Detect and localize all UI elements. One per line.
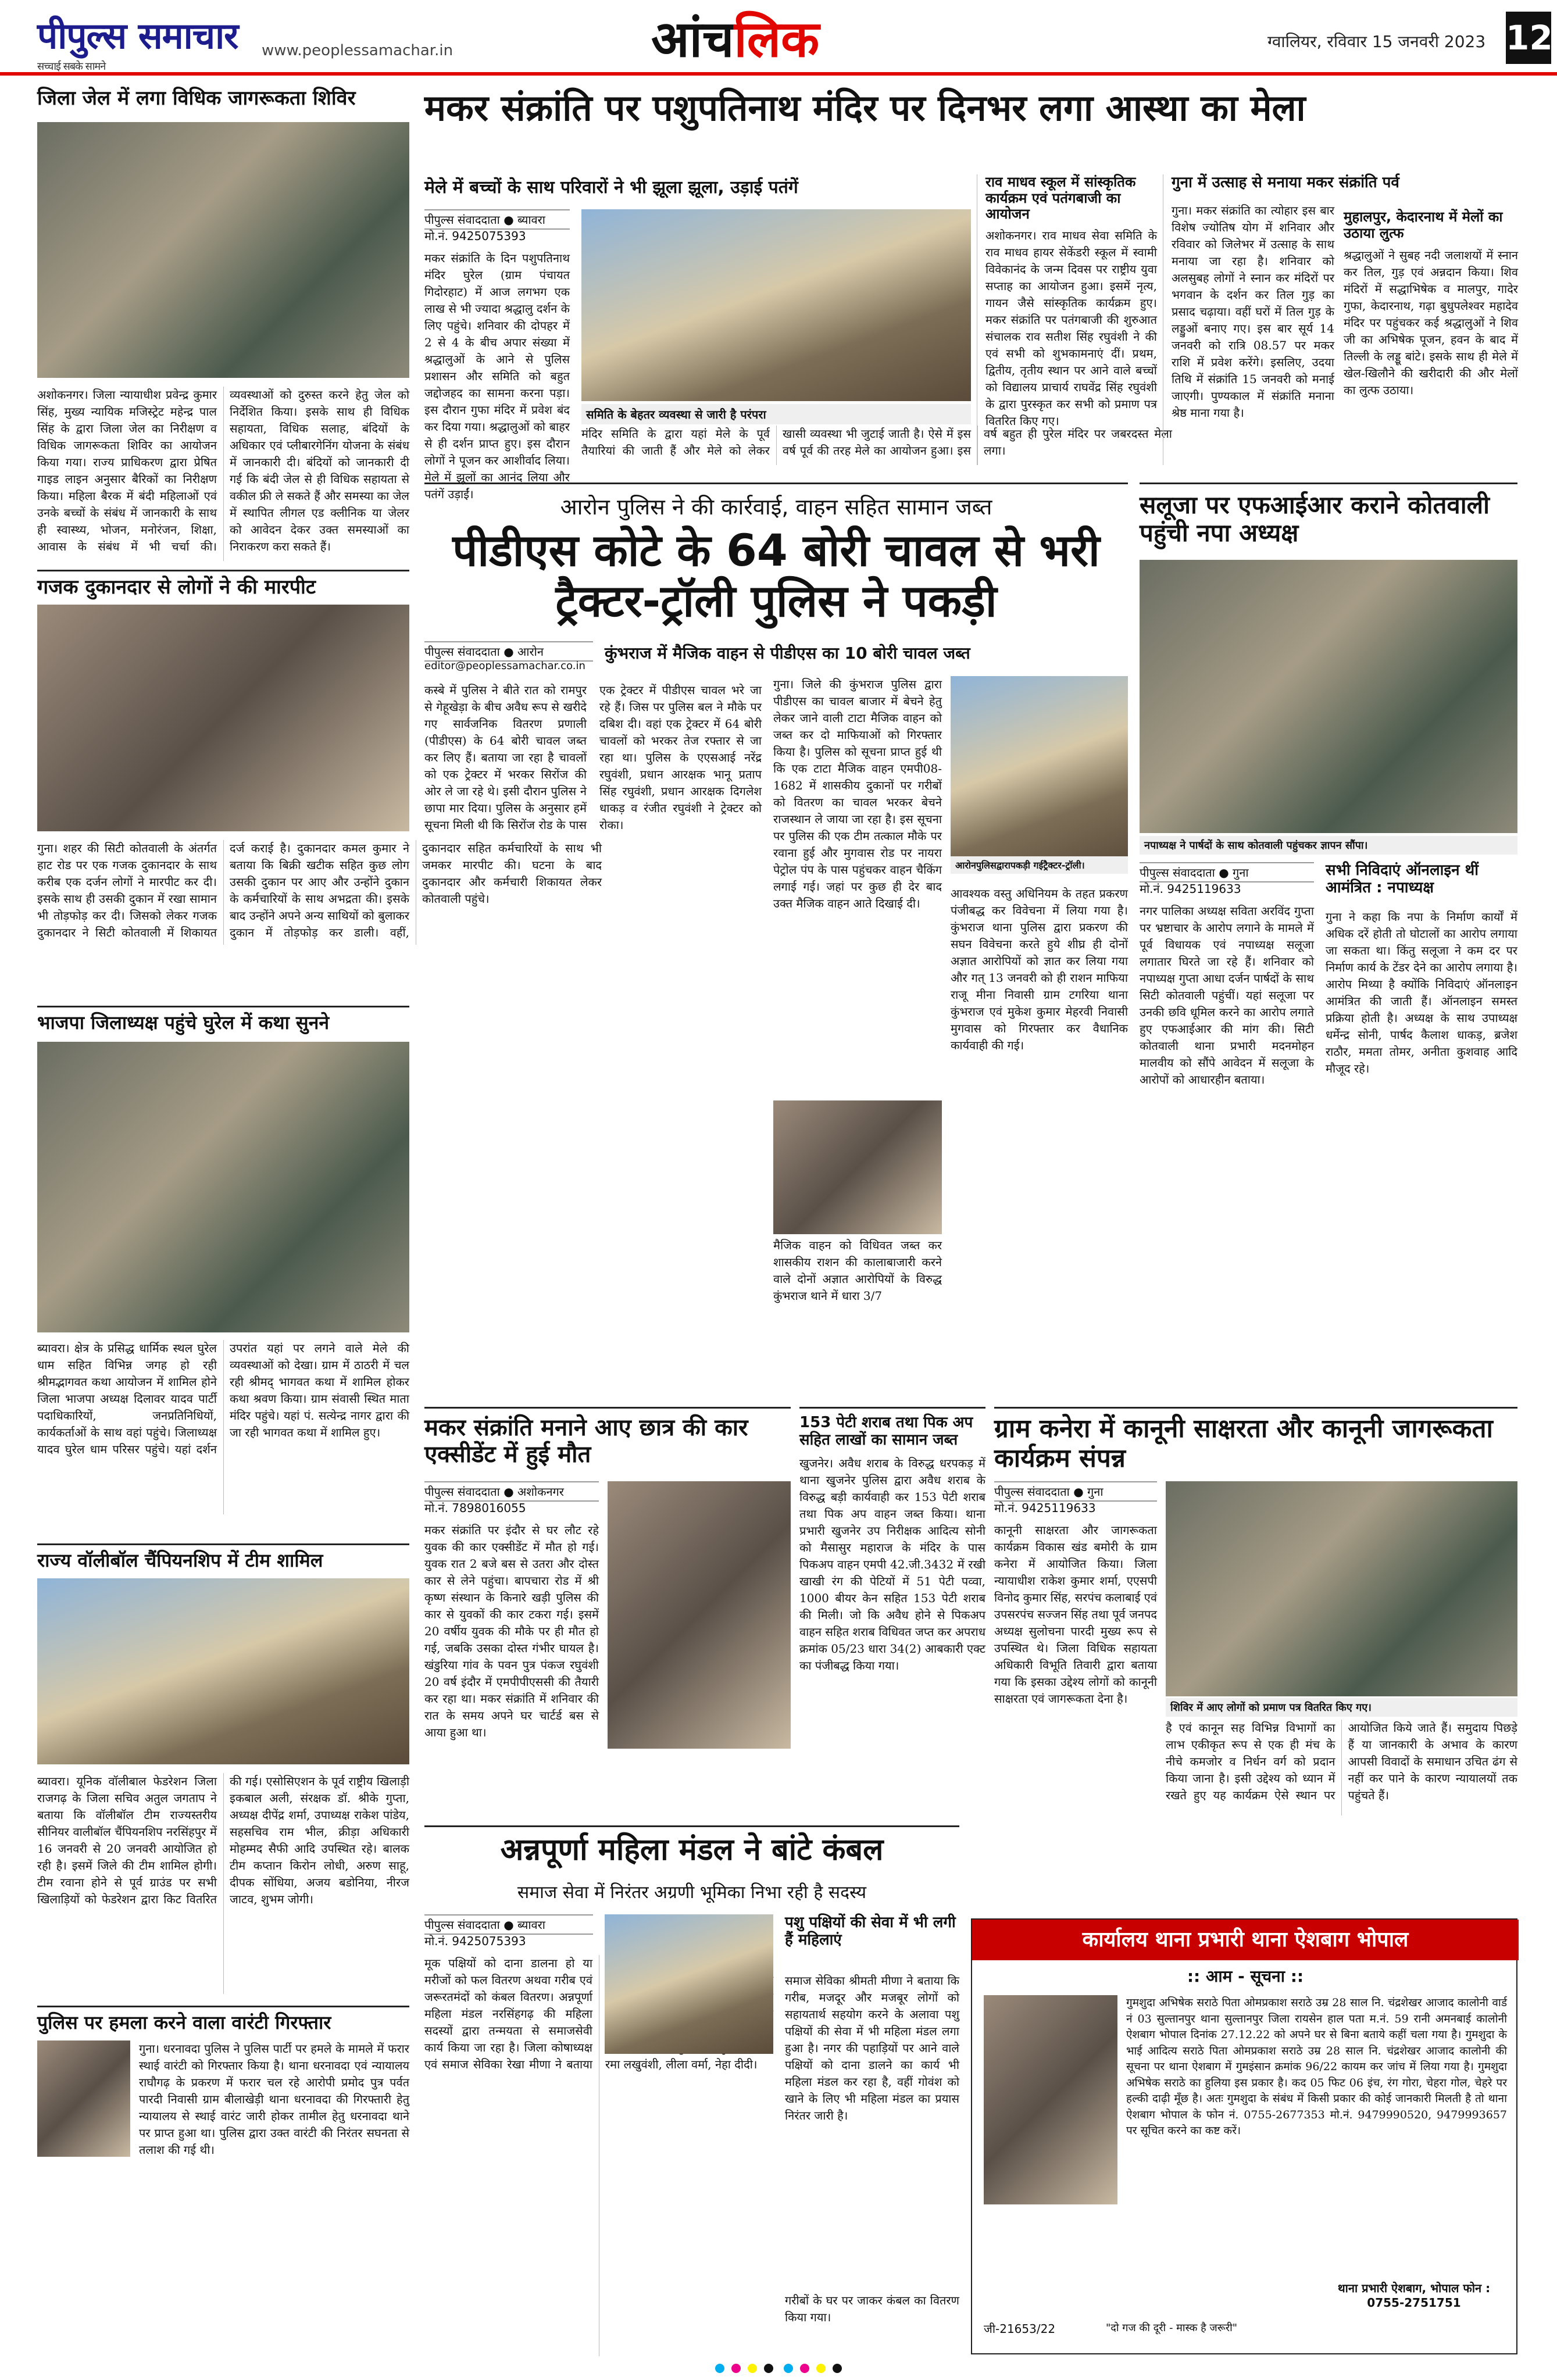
notice-code: जी-21653/22 xyxy=(984,2322,1056,2336)
saluja-byline: पीपुल्स संवाददाता ● गुना xyxy=(1140,862,1314,882)
pds-byline: पीपुल्स संवाददाता ● आरोन xyxy=(424,641,593,662)
a4-body: ब्यावरा। यूनिक वॉलीबाल फेडरेशन जिला राजगढ़ के जिला सचिव अतुल जगताप ने बताया कि वॉलीबॉल टीम राज्यस्तरीय सीनियर वालीबॉल चैंपियनशिप नरसिंहपुर में 16 जनवरी से 20 जनवरी आयोजित हो रही है। इसमें जिले की टीम शामिल होगी। टीम रवाना होने से पूर्व ग्राउंड पर सभी खिलाड़ियों को फेडरेशन द्वारा किट वितरित की गई। एसोसिएशन के पूर्व राष्ट्रीय खिलाड़ी इकबाल अली, संरक्षक डॉ. श्रीके गुप्ता, अध्यक्ष दीपेंद्र शर्मा, उपाध्यक्ष राकेश पांडेय, सहसचिव राम भील, क्रीड़ा अधिकारी मोहम्मद सैफी आदि उपस्थित रहे। बालक टीम कप्तान किरोन लोधी, अरुण साहू, दीपक सोंधिया, अजय बडोनिया, नीरज जाटव, शुभम जोगी। xyxy=(37,1774,409,1906)
volleyball-team-photo xyxy=(37,1578,409,1764)
kanera-mobile: मो.नं. 9425119633 xyxy=(994,1501,1096,1515)
a4-headline: राज्य वॉलीबॉल चैंपियनशिप में टीम शामिल xyxy=(37,1543,409,1571)
legal-camp-photo xyxy=(1166,1481,1517,1696)
annapurna-bottom: गरीबों के घर पर जाकर कंबल का वितरण किया गया। xyxy=(785,2293,959,2324)
saluja-box-body: गुना ने कहा कि नपा के निर्माण कार्यों में अधिक दरें होती तो घोटालों का आरोप लगाया जा सकता था। किंतु सलूजा ने कम दर पर निर्माण कार्य के टेंडर देने का आरोप लगाया है। आरोप मिथ्या है क्योंकि निविदाएं ऑनलाइन आमंत्रित की जाती हैं। ऑनलाइन समस्त प्रक्रिया होती है। अध्यक्ष के साथ उपाध्यक्ष धर्मेन्द्र सोनी, पार्षद कैलाश धाकड़, ब्रजेश राठौर, ममता तोमर, अनीता कुशवाह आदि मौजूद रहे। xyxy=(1326,910,1517,1075)
rao-body: अशोकनगर। राव माधव सेवा समिति के राव माधव हायर सेकेंडरी स्कूल में स्वामी विवेकानंद के जन्म दिवस पर राष्ट्रीय युवा सप्ताह का आयोजन हुआ। इसमें नृत्य, गायन जैसे सांस्कृतिक कार्यक्रम हुए। मकर संक्रांति पर पतंगबाजी की शुरुआत संचालक राव सतीश सिंह रघुवंशी ने की एवं सभी को शुभकामनाएं दीं। प्रथम, द्वितीय, तृतीय स्थान पर आने वाले बच्चों को विद्यालय प्राचार्य राघवेंद्र सिंह रघुवंशी के द्वारा पुरस्कृत कर सभी को प्रमाण पत्र वितरित किए गए। xyxy=(985,228,1157,428)
a5-body: गुना। धरनावदा पुलिस ने पुलिस पार्टी पर हमले के मामले में फरार स्थाई वारंटी को गिरफ्तार किया है। थाना धरनावदा एवं न्यायालय राघौगढ़ के प्रकरण में फरार चल रहे आरोपी प्रमोद पुत्र पर्वत पारदी निवासी ग्राम बीलाखेड़ी थाना धरनावदा की गिरफ्तारी हेतु न्यायालय से स्थाई वारंट जारी होकर तामील हेतु धरनावदा थाने पर प्राप्त हुआ था। पुलिस द्वारा उक्त वारंटी की निरंतर सघनता से तलाश की गई थी। xyxy=(139,2042,409,2157)
kanera-body: कानूनी साक्षरता और जागरूकता कार्यक्रम विकास खंड बमोरी के ग्राम कनेरा में आयोजित किया। जिला न्यायाधीश राकेश कुमार शर्मा, एएसपी विनोद कुमार सिंह, सरपंच कलाबाई एवं उपसरपंच सज्जन सिंह तथा पूर्व जनपद अध्यक्ष सुलोचना पारदी मुख्य रूप से उपस्थित थे। जिला विधिक सहायता अधिकारी विभूति तिवारी द्वारा बताया गया कि इसका उद्देश्य लोगों को कानूनी साक्षरता एवं जागरूकता देना है। xyxy=(994,1523,1157,1706)
pds-body: कस्बे में पुलिस ने बीते रात को रामपुर से गेहूखेड़ा के बीच अवैध रूप से खरीदे गए सार्वजनिक वितरण प्रणाली (पीडीएस) के 64 बोरी चावल जब्त कर लिए हैं। बताया जा रहा है चावलों को एक ट्रेक्टर में भरकर सिरोंज की ओर ले जा रहे थे। इसी दौरान पुलिस ने छापा मार दिया। पुलिस के अनुसार हमें सूचना मिली थी कि सिरोंज रोड के पास एक ट्रेक्टर में पीडीएस चावल भरे जा रहे हैं। जिस पर पुलिस बल ने मौके पर दबिश दी। वहां एक ट्रेक्टर में 64 बोरी चावलों को भरकर तेज रफ्तार से जा रहा था। पुलिस के एएसआई नरेंद्र रघुवंशी, प्रधान आरक्षक भानू प्रताप सिंह रघुवंशी, प्रधान आरक्षक दिगलेश धाकड़ व रंजीत रघुवंशी ने ट्रेक्टर को रोका। xyxy=(424,683,762,832)
guna-side-body: श्रद्धालुओं ने सुबह नदी जलाशयों में स्नान कर तिल, गुड़ एवं अन्नदान किया। शिव मंदिरों में सद्धाभिषेक व मालपुर, गादेर गुफा, केदारनाथ, गढ़ा बुधुपलेश्वर महादेव मंदिर पर पहुंचकर कई श्रद्धालुओं ने शिव जी का अभिषेक पूजन, हवन के बाद में तिल्ली के लड्डू बांटे। इसके साथ ही मेले में खेल-खिलौने की खरीदारी की और मेलों का लुत्फ उठाया। xyxy=(1344,248,1518,397)
gajak-shop-photo xyxy=(37,605,409,831)
accident-byline: पीपुल्स संवाददाता ● अशोकनगर xyxy=(424,1481,599,1502)
saluja-body: नगर पालिका अध्यक्ष सविता अरविंद गुप्ता पर भ्रष्टाचार के आरोप लगाने के मामले में पूर्व विधायक एवं नपाध्यक्ष सलूजा लगातार घिरते जा रहे हैं। शनिवार को नपाध्यक्ष गुप्ता आधा दर्जन पार्षदों के साथ सिटी कोतवाली पहुंचीं। यहां सलूजा पर उनकी छवि धूमिल करने का आरोप लगाते हुए एफआईआर की मांग की। सिटी कोतवाली थाना प्रभारी मदनमोहन मालवीय को सौंपे आवेदन में सलूजा के आरोपों को आधारहीन बताया। xyxy=(1140,904,1314,1087)
a2-body: गुना। शहर की सिटी कोतवाली के अंतर्गत हाट रोड पर एक गजक दुकानदार के साथ करीब एक दर्जन लोगों ने मारपीट कर दी। इसके साथ ही उसकी दुकान में रखा सामान भी तोड़फोड़ कर दी। जिसको लेकर गजक दुकानदार ने सिटी कोतवाली में शिकायत दर्ज कराई है। दुकानदार कमल कुमार ने बताया कि बिक्री खटीक सहित कुछ लोग उसकी दुकान पर आए और उन्होंने दुकान के कर्मचारियों के साथ अभद्रता की। इसके बाद उन्होंने अपने अन्य साथियों को बुलाकर दुकान में तोड़फोड़ कर डाली। वहीं, दुकानदार सहित कर्मचारियों के साथ भी जमकर मारपीट की। घटना के बाद दुकानदार और कर्मचारी शिकायत लेकर कोतवाली पहुंचे। xyxy=(37,841,602,939)
pds-headline: पीडीएस कोटे के 64 बोरी चावल से भरी ट्रैक्टर-ट्रॉली पुलिस ने पकड़ी xyxy=(452,524,1100,627)
magic-vehicle-photo xyxy=(773,1100,942,1234)
newspaper-logo: पीपुल्स समाचार सच्चाई सबके सामने xyxy=(37,15,238,73)
print-registration-marks xyxy=(0,2361,1557,2375)
tractor-photo xyxy=(951,676,1128,868)
kanera-caption: शिविर में आए लोगों को प्रमाण पत्र वितरित किए गए। xyxy=(1166,1698,1517,1717)
kanera-story xyxy=(994,1407,1517,1814)
pds-side-body: आवश्यक वस्तु अधिनियम के तहत प्रकरण पंजीबद्ध कर विवेचना में लिया गया है। कुंभराज थाना पुलिस द्वारा प्रकरण की सघन विवेचना करते हुये शीघ्र ही दोनों अज्ञात आरोपियों को ज्ञात कर लिया गया और गत् 13 जनवरी को ही राशन माफिया राजू मीना निवासी ग्राम टगरिया थाना कुंभराज एवं मुकेश कुमार मेहरवी निवासी मुगवास को गिरफ्तार कर वैधानिक कार्यवाही की गई। xyxy=(951,887,1128,1052)
kanera-byline: पीपुल्स संवाददाता ● गुना xyxy=(994,1481,1157,1502)
liquor-headline: 153 पेटी शराब तथा पिक अप सहित लाखों का सामान जब्त xyxy=(799,1414,973,1449)
accused-photo xyxy=(37,2040,130,2157)
a3-body: ब्यावरा। क्षेत्र के प्रसिद्ध धार्मिक स्थल घुरेल धाम सहित विभिन्न जगह हो रही श्रीमद्भागवत कथा आयोजन में शामिल होने जिला भाजपा अध्यक्ष दिलावर यादव पार्टी पदाधिकारियों, जनप्रतिनिधियों, कार्यकर्ताओं के साथ वहां पहुंचे। जिलाध्यक्ष यादव घुरेल धाम परिसर पहुंचे। यहां दर्शन उपरांत यहां पर लगने वाले मेले की व्यवस्थाओं को देखा। ग्राम में ठाठरी में चल रही श्रीमद् भागवत कथा में शामिल होकर कथा श्रवण किया। ग्राम संवासी स्थित माता मंदिर पहुंचे। यहां पं. सत्येन्द्र नागर द्वारा की जा रही भागवत कथा में शामिल हुए। xyxy=(37,1341,409,1456)
guna-body: गुना। मकर संक्रांति का त्योहार इस बार विशेष ज्योतिष योग में शनिवार और रविवार को जिलेभर में उत्साह के साथ मनाया जा रहा है। शनिवार को अलसुबह लोगों ने स्नान कर मंदिरों पर भगवान के दर्शन कर तिल गुड़ का प्रसाद चढ़ाया। वहीं घरों में तिल गुड़ के लड्डुओं बनाए गए। इस बार सूर्य 14 जनवरी को रात्रि 08.57 पर मकर राशि में प्रवेश करेंगे। इसलिए, उदया तिथि में संक्रांति 15 जनवरी को मनाई जाएगी। पुण्यकाल में संक्रांति मनाना श्रेष्ठ माना गया है। xyxy=(1172,203,1334,420)
accident-mobile: मो.नं. 7898016055 xyxy=(424,1501,526,1515)
page-number: 12 xyxy=(1506,12,1551,64)
site-url[interactable]: www.peoplessamachar.in xyxy=(262,42,453,59)
masthead xyxy=(0,0,1557,76)
guna-side-headline: मुहालपुर, केदारनाथ में मेलों का उठाया लुत्फ xyxy=(1344,209,1503,241)
top-caption-body: मंदिर समिति के द्वारा यहां मेले के पूर्व तैयारियां की जाती हैं और मेले को लेकर खासी व्यवस्था भी जुटाई जाती है। ऐसे में इस वर्ष पूर्व की तरह मेले का आयोजन हुआ। इस वर्ष बहुत ही पुरेल मंदिर पर जबरदस्त मेला लगा। xyxy=(581,427,1172,458)
bjp-president-photo xyxy=(37,1042,409,1332)
top-mobile: मो.नं. 9425075393 xyxy=(424,229,526,243)
a2-headline: गजक दुकानदार से लोगों ने की मारपीट xyxy=(37,570,409,599)
pds-story xyxy=(424,483,1128,1389)
a5-headline: पुलिस पर हमला करने वाला वारंटी गिरफ्तार xyxy=(37,2006,409,2034)
liquor-body: खुजनेर। अवैध शराब के विरुद्ध धरपकड़ में थाना खुजनेर पुलिस द्वारा अवैध शराब के विरुद्ध बड़ी कार्यवाही कर 153 पेटी शराब तथा पिक अप वाहन जब्त किया। थाना प्रभारी खुजनेर उप निरीक्षक आदित्य सोनी को मैसासुर महाराज के मंदिर के पास पिकअप वाहन एमपी 42.जी.3432 में रखी खाखी रंग की पेटियों में 51 पेटी पव्वा, 1000 बीयर केन सहित 153 पेटी शराब की मिली। जो कि अवैध होने से पिकअप वाहन सहित शराब विधिवत जप्त कर अपराध क्रमांक 05/23 धारा 34(2) आबकारी एक्ट का पंजीबद्ध किया गया। xyxy=(799,1456,985,1673)
top-body: मकर संक्रांति के दिन पशुपतिनाथ मंदिर घुरेल (ग्राम पंचायत गिदोरहाट) में आज लगभग एक लाख से भी ज्यादा श्रद्धालु दर्शन के लिए पहुंचे। शनिवार की दोपहर में 2 से 4 के बीच अपार संख्या में श्रद्धालुओं के आने से पुलिस प्रशासन और समिति को बहुत जद्दोजहद का सामना करना पड़ा। इस दौरान गुफा मंदिर में प्रवेश बंद कर दिया गया। श्रद्धालुओं को बाहर से ही दर्शन प्राप्त हुए। इस दौरान लोगों ने पूजन कर आशीर्वाद लिया। मेले में झूलों का आनंद लिया और पतंगें उड़ाईं। xyxy=(424,251,570,501)
rao-story xyxy=(977,174,1157,465)
notice-subtitle: :: आम - सूचना :: xyxy=(1187,1967,1304,1986)
annapurna-body: मूक पक्षियों को दाना डालना हो या मरीजों को फल वितरण अथवा गरीब एवं जरूरतमंदों को कंबल वितरण। अन्नपूर्णा महिला मंडल नरसिंहगढ़ की महिला सदस्यों द्वारा तन्मयता से समाजसेवी कार्य किया जा रहा है। जिला कोषाध्यक्ष एवं समाज सेविका रेखा मीणा ने बताया रमा लखुवंशी, लीला वर्मा, नेहा दीदी। xyxy=(424,1956,758,2071)
top-caption: समिति के बेहतर व्यवस्था से जारी है परंपरा xyxy=(581,404,971,424)
kanera-headline: ग्राम कनेरा में कानूनी साक्षरता और कानूनी जागरूकता कार्यक्रम संपन्न xyxy=(994,1414,1493,1473)
saluja-headline: सलूजा पर एफआईआर कराने कोतवाली पहुंची नपा अध्यक्ष xyxy=(1140,491,1490,548)
a1-headline: जिला जेल में लगा विधिक जागरूकता शिविर xyxy=(37,87,356,110)
annapurna-box-headline: पशु पक्षियों की सेवा में भी लगी हैं महिलाएं xyxy=(785,1914,956,1949)
top-subheadline: मेले में बच्चों के साथ परिवारों ने भी झूला झूला, उड़ाई पतंगें xyxy=(424,177,798,198)
top-byline: पीपुल्स संवाददाता ● ब्यावरा xyxy=(424,209,570,230)
municipal-president-photo xyxy=(1140,560,1517,833)
kanera-body-2: है एवं कानून सह विभिन्न विभागों का लाभ एकीकृत रूप से एक ही मंच के नीचे कमजोर व निर्धन वर्ग को प्रदान किया जाना है। इसी उद्देश्य को ध्यान में रखते हुए यह कार्यक्रम ऐसे स्थान पर आयोजित किये जाते हैं। समुदाय पिछड़े हैं या जानकारी के अभाव के कारण आपसी विवादों के समाधान उचित ढंग से नहीं कर पाने के कारण न्यायालयों तक पहुंचते हैं। xyxy=(1166,1721,1517,1802)
guna-story xyxy=(1163,174,1517,465)
blanket-distribution-photo xyxy=(605,1914,773,2054)
notice-slogan: "दो गज की दूरी - मास्क है जरूरी" xyxy=(1106,2322,1238,2334)
notice-title: कार्यालय थाना प्रभारी थाना ऐशबाग भोपाल xyxy=(972,1920,1519,1960)
notice-body: गुमशुदा अभिषेक सराठे पिता ओमप्रकाश सराठे उम्र 28 साल नि. चंद्रशेखर आजाद कालोनी वार्ड नं 03 सुल्तानपुर थाना सुल्तानपुर जिला रायसेन हाल पता म.नं. 59 रानी अमनबाई कालोनी ऐशबाग भोपाल दिनांक 27.12.22 को अपने घर से बिना बताये कहीं चला गया है। गुमशुदा के भाई आदित्य सराठे पिता ओमप्रकाश सराठे उम्र 28 साल नि. चंद्रशेखर आजाद कालोनी की सूचना पर थाना ऐशबाग में गुमइंसान क्रमांक 96/22 कायम कर जांच में लिया गया है। गुमशुदा अभिषेक सराठे का हुलिया इस प्रकार है। कद 05 फिट 06 इंच, रंग गोरा, चेहरा गोल, चेहरे पर हल्की दाढ़ी मूँछ है। अतः गुमशुदा के संबंध में किसी प्रकार की कोई जानकारी मिलती है तो थाना ऐशबाग भोपाल के फोन नं. 0755-2677353 मो.नं. 9479990520, 9479993657 पर सूचित करने का कष्ट करें। xyxy=(1126,1996,1507,2138)
annapurna-headline: अन्नपूर्णा महिला मंडल ने बांटे कंबल xyxy=(500,1832,884,1867)
annapurna-mobile: मो.नं. 9425075393 xyxy=(424,1934,526,1948)
a1-body: अशोकनगर। जिला न्यायाधीश प्रवेन्द्र कुमार सिंह, मुख्य न्यायिक मजिस्ट्रेट महेन्द्र पाल सिंह के द्वारा जिला जेल का निरीक्षण व विधिक जागरूकता शिविर का आयोजन किया गया। राज्य प्राधिकरण द्वारा प्रेषित गाइड लाइन अनुसार बैरिकों का निरीक्षण किया। महिला बैरक में बंदी महिलाओं एवं उनके बच्चों के संबंध में जानकारी के साथ ही स्वास्थ्य, भोजन, मनोरंजन, शिक्षा, आवास के संबंध में भी चर्चा की। व्यवस्थाओं को दुरुस्त करने हेतु जेल को निर्देशित किया। इसके साथ ही विधिक सहायता, विधिक सलाह, बंदियों के अधिकार एवं प्लीबारगेनिंग योजना के संबंध में जानकारी दी। बंदियों को जानकारी दी गई कि बंदी जेल से ही विधिक सहायता से वकील फ्री ले सकते हैं और समस्या का जेल में स्थापित लीगल एड क्लीनिक या जेलर को आवेदन देकर उक्त समस्याओं का निराकरण करा सकते हैं। xyxy=(37,388,409,553)
missing-person-photo xyxy=(984,1995,1117,2204)
saluja-caption: नपाध्यक्ष ने पार्षदों के साथ कोतवाली पहुंचकर ज्ञापन सौंपा। xyxy=(1140,836,1517,855)
tractor-caption: आरोनपुलिसद्वारापकड़ी गईट्रैक्टर-ट्रॉली। xyxy=(951,856,1128,874)
accident-story xyxy=(424,1407,791,1814)
annapurna-story xyxy=(424,1825,959,2354)
accident-headline: मकर संक्रांति मनाने आए छात्र की कार एक्सीडेंट में हुई मौत xyxy=(424,1414,748,1468)
notice-signature: थाना प्रभारी ऐशबाग, भोपाल फोन : 0755-2751751 xyxy=(1337,2281,1491,2310)
guna-headline: गुना में उत्साह से मनाया मकर संक्रांति पर्व xyxy=(1172,174,1399,191)
rao-headline: राव माधव स्कूल में सांस्कृतिक कार्यक्रम एवं पतंगबाजी का आयोजन xyxy=(985,174,1136,223)
pds-bottom-body: मैजिक वाहन को विधिवत जब्त कर शासकीय राशन की कालाबाजारी करने वाले दोनों अज्ञात आरोपियों के विरुद्ध कुंभराज थाने में धारा 3/7 xyxy=(773,1238,942,1303)
pds-sub-body: गुना। जिले की कुंभराज पुलिस द्वारा पीडीएस का चावल बाजार में बेचने हेतु लेकर जाने वाली टाटा मैजिक वाहन को जब्त कर दो माफियाओं को गिरफ्तार किया है। पुलिस को सूचना प्राप्त हुई थी कि एक टाटा मैजिक वाहन एमपी08-1682 में शासकीय दुकानों पर गरीबों को वितरण का चावल भरकर बेचने राजस्थान ले जाया जा रहा है। इस सूचना पर पुलिस की एक टीम तत्काल मौके पर रवाना हुई और मुगवास रोड पर नायरा पेट्रोल पंप के पास पहुंचकर वाहन चैकिंग लगाई गई। जहां पर कुछ ही देर बाद उक्त मैजिक वाहन आते दिखाई दी। xyxy=(773,677,942,910)
saluja-mobile: मो.नं. 9425119633 xyxy=(1140,882,1241,896)
pds-email[interactable]: editor@peoplessamachar.co.in xyxy=(424,660,585,672)
accident-body: मकर संक्रांति पर इंदौर से घर लौट रहे युवक की कार एक्सीडेंट में मौत हो गई। युवक रात 2 बजे बस से उतरा और दोस्त कार से लेने पहुंचा। बापचारा रोड में श्री कृष्ण संस्थान के किनारे खड़ी पुलिस की कार से युवकों की कार टकरा गई। इसमें 20 वर्षीय युवक की मौके पर ही मौत हो गई, जबकि उसका दोस्त गंभीर घायल है। खंडुरिया गांव के पवन पुत्र पंकज रघुवंशी 20 वर्ष इंदौर में एमपीपीएससी की तैयारी कर रहा था। मकर संक्रांति में शनिवार की रात के समय अपने घर चार्टर्ड बस से आया हुआ था। xyxy=(424,1523,599,1739)
crashed-car-photo xyxy=(608,1481,791,1749)
annapurna-subheadline: समाज सेवा में निरंतर अग्रणी भूमिका निभा रही है सदस्य xyxy=(517,1882,867,1903)
saluja-box-headline: सभी निविदाएं ऑनलाइन थीं आमंत्रित : नपाध्यक्ष xyxy=(1326,862,1479,896)
temple-fair-photo xyxy=(581,209,971,401)
a3-headline: भाजपा जिलाध्यक्ष पहुंचे घुरेल में कथा सुनने xyxy=(37,1006,409,1034)
liquor-story xyxy=(799,1407,985,1814)
jail-camp-photo xyxy=(37,122,409,378)
top-headline: मकर संक्रांति पर पशुपतिनाथ मंदिर पर दिनभर लगा आस्था का मेला xyxy=(424,87,1306,129)
saluja-story xyxy=(1140,483,1517,1389)
pds-kicker: आरोन पुलिस ने की कार्रवाई, वाहन सहित सामान जब्त xyxy=(560,494,992,520)
dateline: ग्वालियर, रविवार 15 जनवरी 2023 xyxy=(1267,32,1486,51)
left-column-bottom xyxy=(37,1006,409,2354)
police-notice xyxy=(971,1918,1517,2354)
pds-subheadline: कुंभराज में मैजिक वाहन से पीडीएस का 10 बोरी चावल जब्त xyxy=(605,644,970,663)
annapurna-box-body: समाज सेविका श्रीमती मीणा ने बताया कि गरीब, मजदूर और मजबूर लोगों को सहायतार्थ सहयोग करने के अलावा पशु पक्षियों की सेवा में भी महिला मंडल लगा हुआ है। नगर की पहाड़ियों पर आने वाले पक्षियों को दाना डालने का कार्य भी महिला मंडल कर रहा है, वहीं गोवंश को खाने के लिए भी महिला मंडल का प्रयास निरंतर जारी है। xyxy=(785,1974,959,2122)
annapurna-byline: पीपुल्स संवाददाता ● ब्यावरा xyxy=(424,1914,593,1935)
section-title: आंचलिक xyxy=(651,10,820,69)
